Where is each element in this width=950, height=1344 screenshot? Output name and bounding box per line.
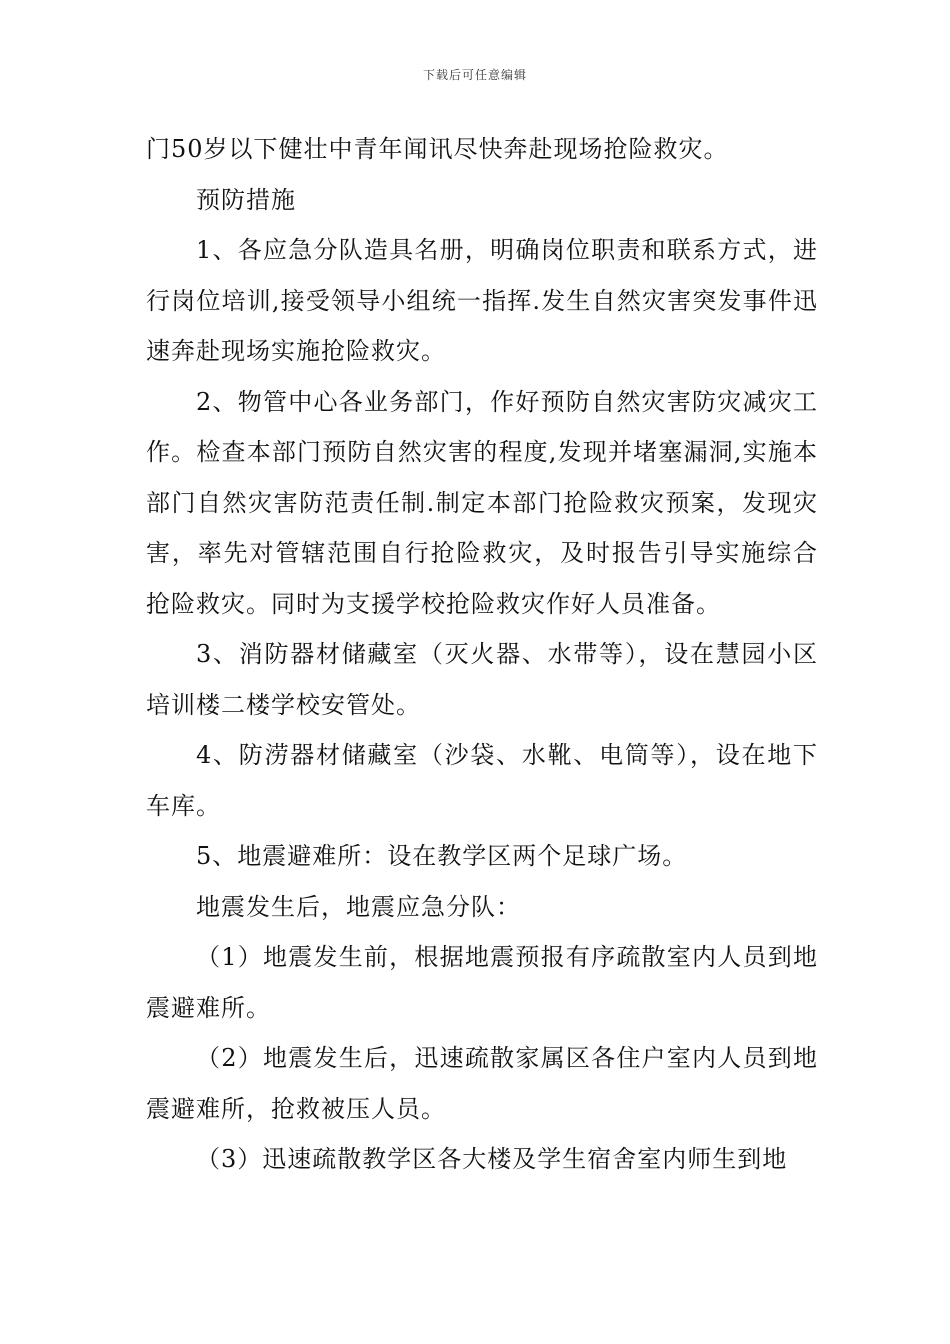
paragraph: 5、地震避难所：设在教学区两个足球广场。 <box>196 842 688 870</box>
paragraph: 3、消防器材储藏室（灭火器、水带等），设在慧园小区培训楼二楼学校安管处。 <box>146 640 818 719</box>
paragraph: （2）地震发生后，迅速疏散家属区各住户室内人员到地震避难所，抢救被压人员。 <box>146 1044 818 1123</box>
document-body <box>146 124 818 1185</box>
paragraph: 4、防涝器材储藏室（沙袋、水靴、电筒等），设在地下车库。 <box>146 741 818 820</box>
paragraph: 门50岁以下健壮中青年闻讯尽快奔赴现场抢险救灾。 <box>146 135 729 163</box>
section-heading: 预防措施 <box>196 185 296 214</box>
paragraph: （1）地震发生前，根据地震预报有序疏散室内人员到地震避难所。 <box>146 943 818 1022</box>
page-header: 下载后可任意编辑 <box>422 68 527 82</box>
paragraph: （3）迅速疏散教学区各大楼及学生宿舍室内师生到地 <box>196 1145 788 1173</box>
paragraph: 地震发生后，地震应急分队： <box>196 892 521 921</box>
paragraph: 1、各应急分队造具名册，明确岗位职责和联系方式，进行岗位培训,接受领导小组统一指挥.发生自然灾害突发事件迅速奔赴现场实施抢险救灾。 <box>146 236 818 365</box>
paragraph: 2、物管中心各业务部门，作好预防自然灾害防灾减灾工作。检查本部门预防自然灾害的程度,发现并堵塞漏洞,实施本部门自然灾害防范责任制.制定本部门抢险救灾预案，发现灾害，率先对管辖范围自行抢险救灾，及时报告引导实施综合抢险救灾。同时为支援学校抢险救灾作好人员准备。 <box>146 387 818 618</box>
